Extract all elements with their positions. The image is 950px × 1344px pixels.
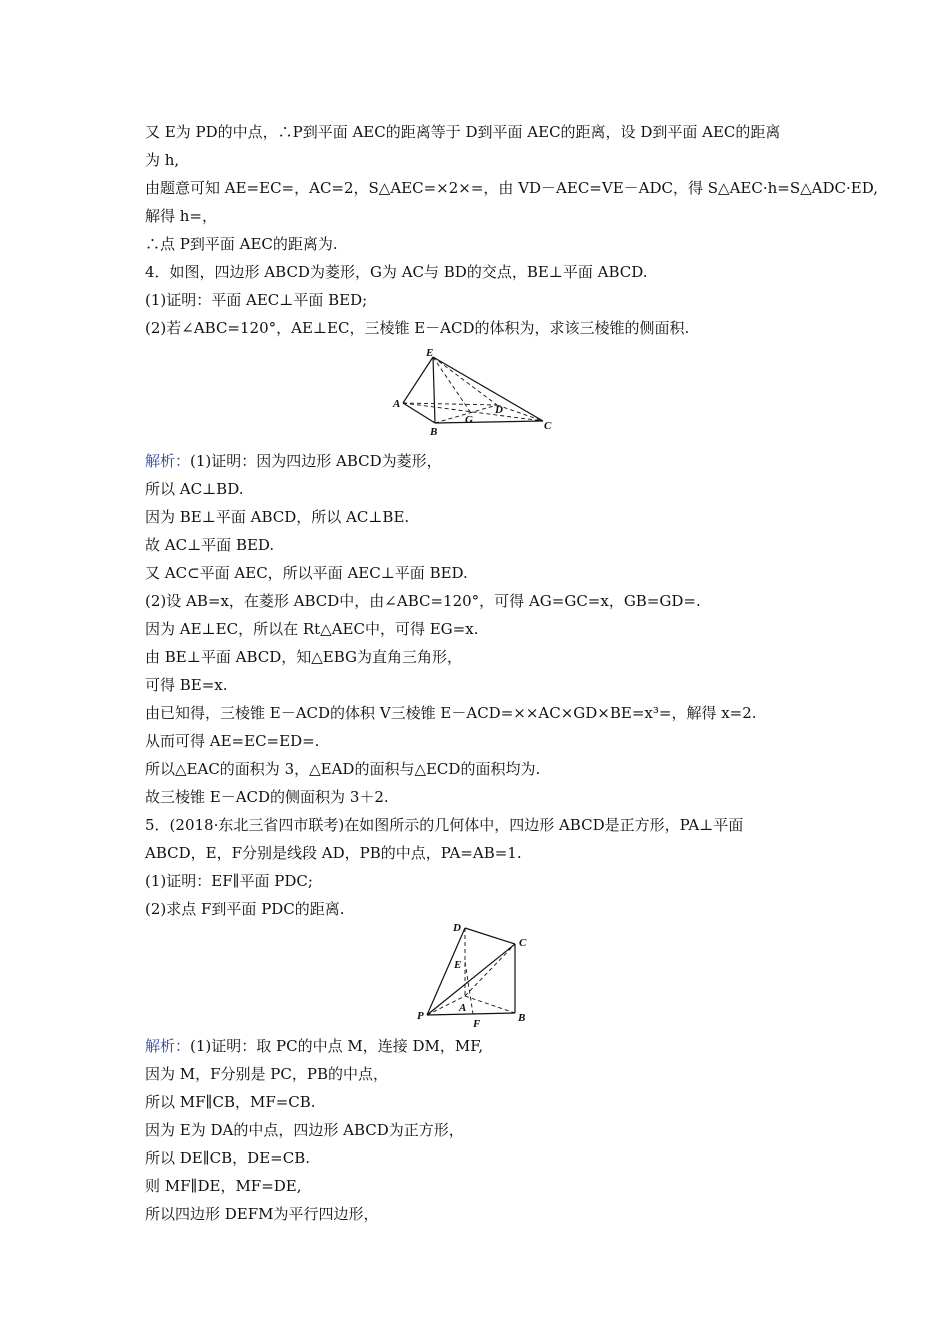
vertex-b-label: B	[518, 1012, 526, 1024]
text-line: 可得 BE=x.	[145, 676, 228, 694]
text-line: 解得 h=，	[145, 207, 217, 225]
vertex-a-label: A	[459, 1002, 467, 1014]
vertex-c-label: C	[519, 937, 527, 949]
vertex-d-label: D	[453, 922, 461, 934]
text-line: 从而可得 AE=EC=ED=.	[145, 732, 320, 750]
text-line: 为 h,	[145, 151, 180, 169]
vertex-e-label: E	[426, 347, 434, 359]
vertex-d-label: D	[495, 404, 503, 416]
jiexi-label: 解析：	[145, 1037, 191, 1055]
text-line: 所以 DE∥CB，DE=CB.	[145, 1149, 310, 1167]
text-line: 因为 M，F分别是 PC，PB的中点，	[145, 1065, 388, 1083]
text-line: 由题意可知 AE=EC=，AC=2，S△AEC=×2×=，由 VD－AEC=VE－ADC，得 S△AEC·h=S△ADC·ED,	[145, 179, 878, 197]
text-line: 故 AC⊥平面 BED.	[145, 536, 275, 554]
text-line: 由 BE⊥平面 ABCD，知△EBG为直角三角形，	[145, 648, 463, 666]
text-line: 则 MF∥DE，MF=DE,	[145, 1177, 302, 1195]
text-line: (1)证明：平面 AEC⊥平面 BED;	[145, 291, 368, 309]
problem-4-statement: 4．如图，四边形 ABCD为菱形，G为 AC与 BD的交点，BE⊥平面 ABCD.	[145, 263, 648, 281]
text-line: 由已知得，三棱锥 E－ACD的体积 V三棱锥 E－ACD=××AC×GD×BE=x³=，解得 x=2.	[145, 704, 757, 722]
vertex-f-label: F	[473, 1018, 481, 1030]
text-line: 故三棱锥 E－ACD的侧面积为 3＋2.	[145, 788, 389, 806]
text-line: 所以△EAC的面积为 3，△EAD的面积与△ECD的面积均为.	[145, 760, 541, 778]
text-line: (2)设 AB=x，在菱形 ABCD中，由∠ABC=120°，可得 AG=GC=x，GB=GD=.	[145, 592, 701, 610]
vertex-e-label: E	[454, 959, 462, 971]
text-line: 因为 BE⊥平面 ABCD，所以 AC⊥BE.	[145, 508, 410, 526]
solution-line: 解析：(1)证明：取 PC的中点 M，连接 DM，MF,	[145, 1037, 484, 1055]
vertex-c-label: C	[544, 420, 552, 432]
vertex-p-label: P	[417, 1010, 424, 1022]
text-line: 又 E为 PD的中点，∴P到平面 AEC的距离等于 D到平面 AEC的距离，设 D到平面 AEC的距离	[145, 123, 781, 141]
text-line: 所以 AC⊥BD.	[145, 480, 244, 498]
text-line: 所以四边形 DEFM为平行四边形，	[145, 1205, 379, 1223]
text-line: 因为 AE⊥EC，所以在 Rt△AEC中，可得 EG=x.	[145, 620, 479, 638]
vertex-a-label: A	[393, 398, 401, 410]
geometry-solid-figure	[415, 918, 537, 1030]
vertex-g-label: G	[465, 414, 473, 426]
problem-5-statement: 5．(2018·东北三省四市联考)在如图所示的几何体中，四边形 ABCD是正方形，PA⊥平面	[145, 816, 744, 834]
text-line: (1)证明：EF∥平面 PDC;	[145, 872, 313, 890]
text-line: ∴点 P到平面 AEC的距离为.	[145, 235, 338, 253]
jiexi-label: 解析：	[145, 452, 191, 470]
text-line: 又 AC⊂平面 AEC，所以平面 AEC⊥平面 BED.	[145, 564, 468, 582]
pyramid-figure	[385, 345, 560, 437]
text-line: (2)若∠ABC=120°，AE⊥EC，三棱锥 E－ACD的体积为，求该三棱锥的侧面积.	[145, 319, 690, 337]
text-line: 因为 E为 DA的中点，四边形 ABCD为正方形，	[145, 1121, 464, 1139]
vertex-b-label: B	[430, 426, 438, 437]
text-line: 所以 MF∥CB，MF=CB.	[145, 1093, 316, 1111]
text-line: ABCD，E，F分别是线段 AD，PB的中点，PA=AB=1.	[145, 844, 522, 862]
solution-line: 解析：(1)证明：因为四边形 ABCD为菱形，	[145, 452, 442, 470]
text-line: (2)求点 F到平面 PDC的距离.	[145, 900, 345, 918]
